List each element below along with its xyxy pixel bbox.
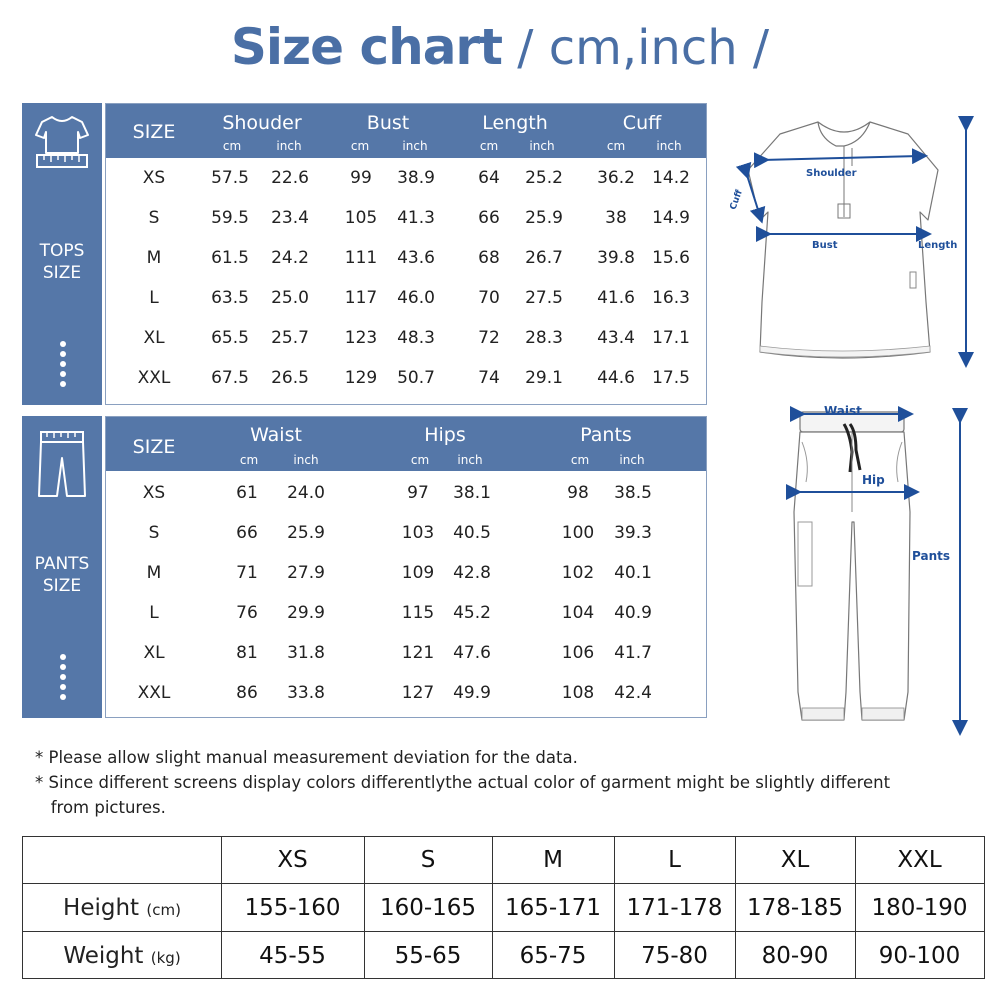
note-line: * Please allow slight manual measurement deviation for the data. xyxy=(35,748,578,767)
pants-table-header xyxy=(106,417,706,471)
value-cell: 16.3 xyxy=(652,288,690,308)
unit-inch-header: inch xyxy=(457,453,483,467)
value-cell: 39.8 xyxy=(597,248,635,268)
tops-table-header xyxy=(106,104,706,158)
value-cell: 40.1 xyxy=(614,563,652,583)
value-cell: 22.6 xyxy=(271,168,309,188)
height-weight-table xyxy=(22,836,985,979)
value-cell: 115 xyxy=(401,603,435,623)
value-cell: 14.9 xyxy=(652,208,690,228)
unit-inch-header: inch xyxy=(293,453,319,467)
group-header: Cuff xyxy=(622,112,662,134)
value-cell: 105 xyxy=(344,208,378,228)
value-cell: 65.5 xyxy=(211,328,249,348)
table-divider xyxy=(23,931,984,932)
value-cell: 50.7 xyxy=(397,368,435,388)
unit-cm-header: cm xyxy=(222,139,242,153)
value-cell: 25.2 xyxy=(525,168,563,188)
value-cell: 45.2 xyxy=(453,603,491,623)
notes xyxy=(35,745,890,820)
value-cell: 38.9 xyxy=(397,168,435,188)
table-divider xyxy=(23,883,984,884)
size-cell: S xyxy=(148,523,160,543)
height-label: Height xyxy=(63,895,140,921)
unit-cm-header: cm xyxy=(606,139,626,153)
value-cell: 17.1 xyxy=(652,328,690,348)
title-main: Size chart xyxy=(230,18,502,76)
weight-cell: 55-65 xyxy=(394,943,462,969)
size-column-header: SIZE xyxy=(132,121,176,143)
value-cell: 74 xyxy=(478,368,500,388)
value-cell: 42.4 xyxy=(614,683,652,703)
weight-cell: 75-80 xyxy=(641,943,708,969)
value-cell: 76 xyxy=(236,603,258,623)
pants-side-panel xyxy=(22,416,102,718)
pants-size-label: SIZE xyxy=(42,576,82,596)
value-cell: 41.6 xyxy=(597,288,635,308)
value-cell: 25.0 xyxy=(271,288,309,308)
value-cell: 129 xyxy=(344,368,378,388)
waist-label: Waist xyxy=(824,404,862,418)
value-cell: 106 xyxy=(561,643,595,663)
ellipsis-dots-icon xyxy=(60,654,66,704)
size-cell: L xyxy=(149,288,159,308)
size-header-cell: M xyxy=(543,847,563,873)
height-cell: 171-178 xyxy=(626,895,723,921)
value-cell: 109 xyxy=(401,563,435,583)
value-cell: 59.5 xyxy=(211,208,249,228)
group-header: Shouder xyxy=(222,112,302,134)
page-title xyxy=(0,18,1000,76)
value-cell: 97 xyxy=(407,483,429,503)
value-cell: 36.2 xyxy=(597,168,635,188)
value-cell: 38.5 xyxy=(614,483,652,503)
value-cell: 68 xyxy=(478,248,500,268)
weight-cell: 90-100 xyxy=(878,943,961,969)
hip-label: Hip xyxy=(862,473,885,487)
pants-length-label: Pants xyxy=(912,549,950,563)
note-line: * Since different screens display colors differentlythe actual color of garment might be slightly different xyxy=(35,773,891,792)
tops-size-table xyxy=(105,103,707,405)
value-cell: 64 xyxy=(478,168,500,188)
value-cell: 98 xyxy=(567,483,589,503)
value-cell: 70 xyxy=(478,288,500,308)
value-cell: 47.6 xyxy=(453,643,491,663)
size-header-cell: L xyxy=(668,847,681,873)
group-header: Length xyxy=(482,112,548,134)
size-cell: XL xyxy=(143,328,165,348)
unit-inch-header: inch xyxy=(402,139,428,153)
unit-cm-header: cm xyxy=(350,139,370,153)
size-cell: XXL xyxy=(137,683,171,703)
scrub-top-illustration xyxy=(728,112,975,372)
value-cell: 17.5 xyxy=(652,368,690,388)
pants-icon xyxy=(37,428,87,500)
value-cell: 40.5 xyxy=(453,523,491,543)
unit-cm-header: cm xyxy=(570,453,590,467)
length-label: Length xyxy=(918,240,958,251)
height-cell: 160-165 xyxy=(379,895,477,921)
tops-side-panel xyxy=(22,103,102,405)
height-row-label xyxy=(23,895,221,921)
group-header: Bust xyxy=(366,112,410,134)
size-cell: L xyxy=(149,603,159,623)
shirt-icon xyxy=(34,113,90,175)
group-header: Waist xyxy=(250,424,302,446)
unit-cm-header: cm xyxy=(479,139,499,153)
note-line: from pictures. xyxy=(35,798,166,817)
value-cell: 25.9 xyxy=(287,523,325,543)
value-cell: 99 xyxy=(350,168,372,188)
value-cell: 67.5 xyxy=(211,368,249,388)
value-cell: 27.5 xyxy=(525,288,563,308)
tops-size-label: SIZE xyxy=(42,263,82,283)
value-cell: 24.2 xyxy=(271,248,309,268)
value-cell: 104 xyxy=(561,603,595,623)
value-cell: 44.6 xyxy=(597,368,635,388)
weight-cell: 80-90 xyxy=(761,943,829,969)
value-cell: 29.9 xyxy=(287,603,325,623)
weight-row-label xyxy=(23,943,221,969)
value-cell: 48.3 xyxy=(397,328,435,348)
weight-cell: 45-55 xyxy=(259,943,326,969)
size-cell: M xyxy=(146,248,162,268)
size-header-cell: S xyxy=(420,847,436,873)
unit-cm-header: cm xyxy=(410,453,430,467)
unit-inch-header: inch xyxy=(529,139,555,153)
value-cell: 61.5 xyxy=(211,248,249,268)
value-cell: 71 xyxy=(236,563,258,583)
value-cell: 15.6 xyxy=(652,248,690,268)
value-cell: 41.3 xyxy=(397,208,435,228)
height-cell: 165-171 xyxy=(504,895,602,921)
weight-cell: 65-75 xyxy=(519,943,587,969)
value-cell: 26.7 xyxy=(525,248,563,268)
value-cell: 49.9 xyxy=(453,683,491,703)
value-cell: 86 xyxy=(236,683,258,703)
unit-inch-header: inch xyxy=(656,139,682,153)
value-cell: 103 xyxy=(401,523,435,543)
value-cell: 27.9 xyxy=(287,563,325,583)
value-cell: 23.4 xyxy=(271,208,309,228)
title-units: / cm,inch / xyxy=(502,20,770,76)
value-cell: 66 xyxy=(236,523,258,543)
group-header: Pants xyxy=(580,424,632,446)
value-cell: 81 xyxy=(236,643,258,663)
value-cell: 111 xyxy=(344,248,378,268)
value-cell: 40.9 xyxy=(614,603,652,623)
shoulder-label: Shoulder xyxy=(806,168,857,179)
value-cell: 14.2 xyxy=(652,168,690,188)
unit-cm-header: cm xyxy=(239,453,259,467)
size-column-header: SIZE xyxy=(132,436,176,458)
value-cell: 108 xyxy=(561,683,595,703)
value-cell: 61 xyxy=(236,483,258,503)
value-cell: 100 xyxy=(561,523,595,543)
value-cell: 123 xyxy=(344,328,378,348)
value-cell: 46.0 xyxy=(397,288,435,308)
scrub-pants-illustration xyxy=(780,402,970,732)
size-header-cell: XXL xyxy=(897,847,942,873)
value-cell: 24.0 xyxy=(287,483,325,503)
value-cell: 72 xyxy=(478,328,500,348)
unit-inch-header: inch xyxy=(619,453,645,467)
value-cell: 57.5 xyxy=(211,168,249,188)
value-cell: 28.3 xyxy=(525,328,563,348)
value-cell: 42.8 xyxy=(453,563,491,583)
value-cell: 43.6 xyxy=(397,248,435,268)
size-cell: S xyxy=(148,208,160,228)
value-cell: 38 xyxy=(605,208,627,228)
height-unit: (cm) xyxy=(146,901,181,919)
weight-unit: (kg) xyxy=(150,949,181,967)
value-cell: 127 xyxy=(401,683,435,703)
value-cell: 63.5 xyxy=(211,288,249,308)
unit-inch-header: inch xyxy=(276,139,302,153)
height-cell: 155-160 xyxy=(244,895,341,921)
value-cell: 121 xyxy=(401,643,435,663)
tops-label: TOPS xyxy=(39,241,85,261)
value-cell: 66 xyxy=(478,208,500,228)
value-cell: 31.8 xyxy=(287,643,325,663)
pants-label: PANTS xyxy=(34,554,90,574)
weight-label: Weight xyxy=(63,943,144,969)
value-cell: 117 xyxy=(344,288,378,308)
value-cell: 38.1 xyxy=(453,483,491,503)
value-cell: 102 xyxy=(561,563,595,583)
size-cell: XS xyxy=(142,168,166,188)
cuff-label: Cuff xyxy=(728,188,745,212)
value-cell: 25.7 xyxy=(271,328,309,348)
value-cell: 41.7 xyxy=(614,643,652,663)
size-header-cell: XL xyxy=(780,847,810,873)
size-header-cell: XS xyxy=(277,847,308,873)
value-cell: 25.9 xyxy=(525,208,563,228)
value-cell: 33.8 xyxy=(287,683,325,703)
height-cell: 178-185 xyxy=(746,895,844,921)
value-cell: 43.4 xyxy=(597,328,635,348)
height-cell: 180-190 xyxy=(871,895,968,921)
value-cell: 26.5 xyxy=(271,368,309,388)
value-cell: 39.3 xyxy=(614,523,652,543)
bust-label: Bust xyxy=(812,240,838,251)
group-header: Hips xyxy=(424,424,466,446)
size-cell: XS xyxy=(142,483,166,503)
ellipsis-dots-icon xyxy=(60,341,66,391)
size-cell: XL xyxy=(143,643,165,663)
size-cell: XXL xyxy=(137,368,171,388)
value-cell: 29.1 xyxy=(525,368,563,388)
pants-size-table xyxy=(105,416,707,718)
size-cell: M xyxy=(146,563,162,583)
